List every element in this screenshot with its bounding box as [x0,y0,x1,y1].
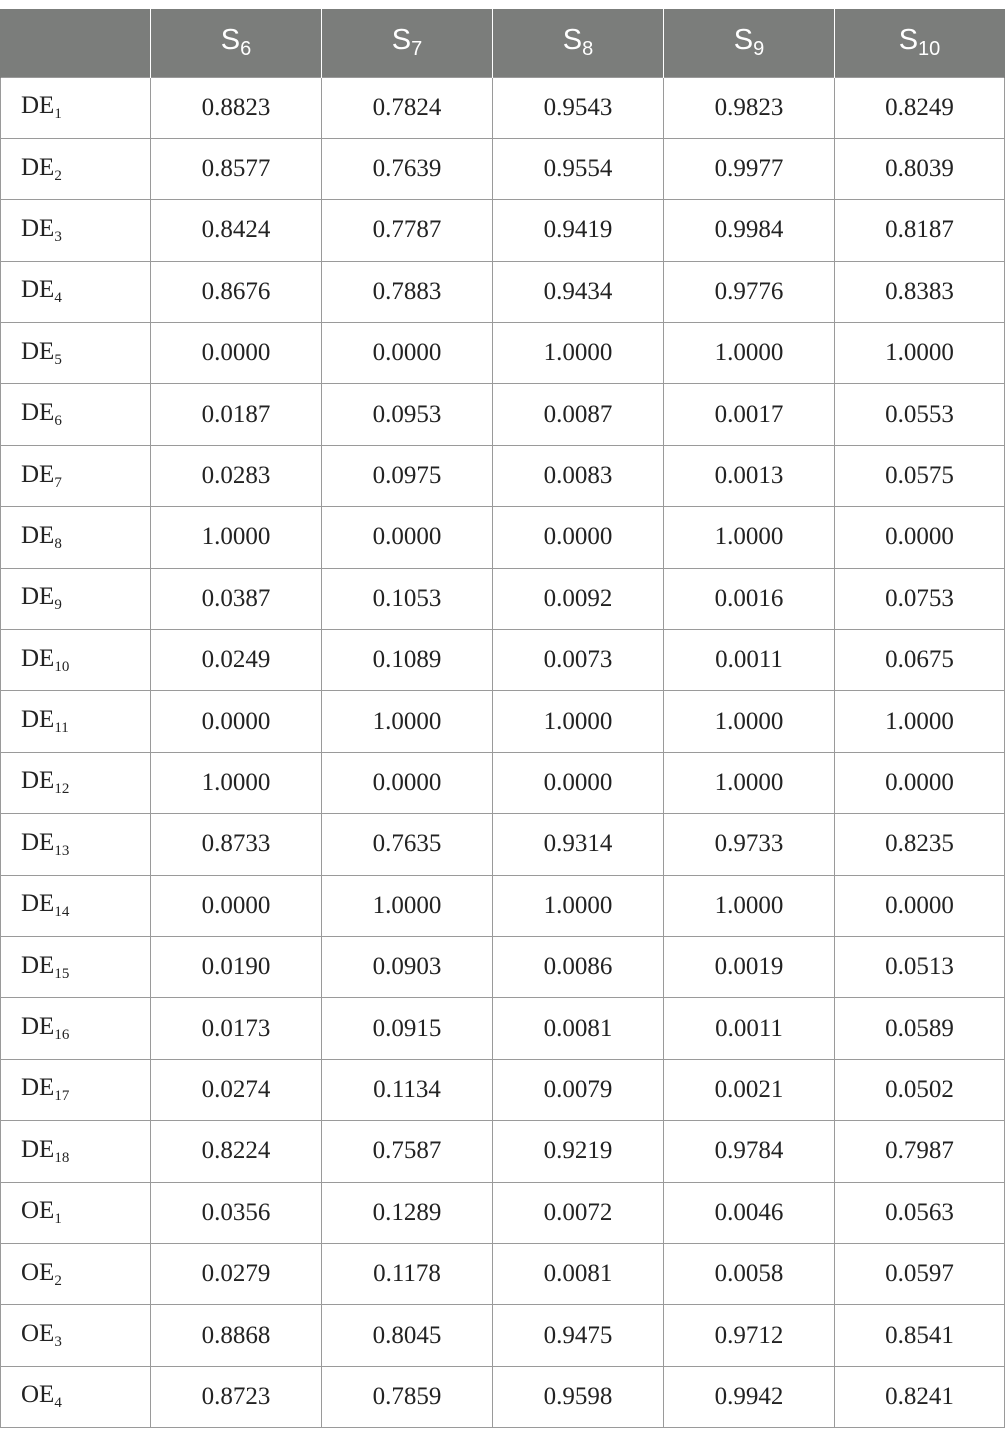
value-cell: 1.0000 [322,875,493,936]
value-cell: 0.8224 [151,1121,322,1182]
value-cell: 0.9733 [664,814,835,875]
value-cell: 0.9712 [664,1305,835,1366]
value-cell: 1.0000 [151,752,322,813]
value-cell: 0.0502 [835,1059,1005,1120]
header-cell-corner [1,9,151,77]
value-cell: 0.8723 [151,1366,322,1427]
row-label-cell: $DE_9$ [1,568,151,629]
value-cell: 0.1178 [322,1243,493,1304]
value-cell: 0.8045 [322,1305,493,1366]
value-cell: 0.0072 [493,1182,664,1243]
table-row [1,691,1005,752]
value-cell: 0.8577 [151,138,322,199]
value-cell: 0.0356 [151,1182,322,1243]
table-row [1,445,1005,506]
value-cell: 0.0016 [664,568,835,629]
value-cell: 0.9977 [664,138,835,199]
value-cell: 0.0675 [835,630,1005,691]
table-row [1,384,1005,445]
value-cell: 0.0011 [664,998,835,1059]
header-cell-s7: $S_7$ [322,9,493,77]
value-cell: 0.7824 [322,77,493,138]
value-cell: 0.9784 [664,1121,835,1182]
header-cell-s10: $S_{10}$ [835,9,1005,77]
row-label-cell: $DE_6$ [1,384,151,445]
value-cell: 0.8541 [835,1305,1005,1366]
table-row [1,1182,1005,1243]
value-cell: 0.0017 [664,384,835,445]
row-label-cell: $DE_1$ [1,77,151,138]
value-cell: 0.8187 [835,200,1005,261]
value-cell: 0.0589 [835,998,1005,1059]
value-cell: 0.8235 [835,814,1005,875]
value-cell: 0.9314 [493,814,664,875]
table-row [1,568,1005,629]
data-table [0,9,1005,1428]
value-cell: 0.9543 [493,77,664,138]
value-cell: 1.0000 [664,691,835,752]
value-cell: 0.9219 [493,1121,664,1182]
value-cell: 0.7987 [835,1121,1005,1182]
value-cell: 0.0563 [835,1182,1005,1243]
value-cell: 0.0387 [151,568,322,629]
value-cell: 1.0000 [835,691,1005,752]
row-label-cell: $DE_{10}$ [1,630,151,691]
row-label-cell: $OE_1$ [1,1182,151,1243]
table-header [1,9,1005,77]
value-cell: 0.8241 [835,1366,1005,1427]
value-cell: 0.1053 [322,568,493,629]
value-cell: 0.8823 [151,77,322,138]
value-cell: 0.9554 [493,138,664,199]
row-label-cell: $DE_7$ [1,445,151,506]
header-cell-s8: $S_8$ [493,9,664,77]
table-row [1,261,1005,322]
value-cell: 0.9942 [664,1366,835,1427]
row-label-cell: $DE_{18}$ [1,1121,151,1182]
value-cell: 0.9776 [664,261,835,322]
value-cell: 0.9823 [664,77,835,138]
value-cell: 0.0173 [151,998,322,1059]
value-cell: 0.0087 [493,384,664,445]
value-cell: 0.0274 [151,1059,322,1120]
table-row [1,630,1005,691]
value-cell: 0.0073 [493,630,664,691]
row-label-cell: $DE_{14}$ [1,875,151,936]
value-cell: 0.0000 [493,507,664,568]
value-cell: 0.0000 [835,752,1005,813]
value-cell: 0.9475 [493,1305,664,1366]
value-cell: 1.0000 [493,875,664,936]
row-label-cell: $OE_4$ [1,1366,151,1427]
value-cell: 0.0083 [493,445,664,506]
row-label-cell: $DE_{13}$ [1,814,151,875]
table-row [1,875,1005,936]
row-label-cell: $DE_8$ [1,507,151,568]
value-cell: 0.7635 [322,814,493,875]
value-cell: 0.8424 [151,200,322,261]
value-cell: 0.0019 [664,936,835,997]
value-cell: 0.0000 [493,752,664,813]
value-cell: 0.0190 [151,936,322,997]
value-cell: 0.8383 [835,261,1005,322]
table-row [1,200,1005,261]
value-cell: 0.0011 [664,630,835,691]
header-cell-s6: $S_6$ [151,9,322,77]
value-cell: 0.9598 [493,1366,664,1427]
table-row [1,1366,1005,1427]
value-cell: 0.7859 [322,1366,493,1427]
table-row [1,1121,1005,1182]
table-row [1,998,1005,1059]
row-label-cell: $OE_3$ [1,1305,151,1366]
value-cell: 0.8039 [835,138,1005,199]
value-cell: 0.0915 [322,998,493,1059]
table-row [1,323,1005,384]
value-cell: 1.0000 [835,323,1005,384]
table-row [1,1305,1005,1366]
row-label-cell: $DE_{17}$ [1,1059,151,1120]
value-cell: 0.9984 [664,200,835,261]
value-cell: 1.0000 [493,323,664,384]
value-cell: 1.0000 [664,323,835,384]
value-cell: 0.0279 [151,1243,322,1304]
table-row [1,1243,1005,1304]
value-cell: 0.0000 [835,875,1005,936]
table-row [1,507,1005,568]
table-row [1,1059,1005,1120]
value-cell: 0.0000 [151,875,322,936]
value-cell: 0.0046 [664,1182,835,1243]
row-label-cell: $OE_2$ [1,1243,151,1304]
value-cell: 1.0000 [493,691,664,752]
value-cell: 0.0021 [664,1059,835,1120]
row-label-cell: $DE_3$ [1,200,151,261]
table-row [1,936,1005,997]
value-cell: 0.7883 [322,261,493,322]
value-cell: 0.0000 [835,507,1005,568]
value-cell: 0.0000 [151,323,322,384]
value-cell: 0.0575 [835,445,1005,506]
value-cell: 0.0283 [151,445,322,506]
value-cell: 0.9419 [493,200,664,261]
value-cell: 0.0013 [664,445,835,506]
value-cell: 0.8676 [151,261,322,322]
value-cell: 0.0000 [322,752,493,813]
table-row [1,138,1005,199]
value-cell: 0.7587 [322,1121,493,1182]
value-cell: 1.0000 [664,507,835,568]
value-cell: 0.1134 [322,1059,493,1120]
row-label-cell: $DE_4$ [1,261,151,322]
value-cell: 1.0000 [151,507,322,568]
value-cell: 0.0092 [493,568,664,629]
value-cell: 0.0000 [151,691,322,752]
value-cell: 0.8733 [151,814,322,875]
table-body [1,77,1005,1428]
value-cell: 0.0553 [835,384,1005,445]
value-cell: 0.0903 [322,936,493,997]
value-cell: 0.0086 [493,936,664,997]
value-cell: 1.0000 [664,875,835,936]
row-label-cell: $DE_{15}$ [1,936,151,997]
value-cell: 0.0249 [151,630,322,691]
table-row [1,752,1005,813]
row-label-cell: $DE_5$ [1,323,151,384]
value-cell: 0.7787 [322,200,493,261]
value-cell: 1.0000 [664,752,835,813]
value-cell: 0.0187 [151,384,322,445]
row-label-cell: $DE_{11}$ [1,691,151,752]
value-cell: 0.8868 [151,1305,322,1366]
value-cell: 0.0953 [322,384,493,445]
value-cell: 0.0081 [493,998,664,1059]
row-label-cell: $DE_2$ [1,138,151,199]
value-cell: 0.0513 [835,936,1005,997]
value-cell: 0.0081 [493,1243,664,1304]
row-label-cell: $DE_{12}$ [1,752,151,813]
value-cell: 0.0000 [322,507,493,568]
header-row [1,9,1005,77]
value-cell: 0.1089 [322,630,493,691]
value-cell: 0.8249 [835,77,1005,138]
table-row [1,814,1005,875]
row-label-cell: $DE_{16}$ [1,998,151,1059]
value-cell: 0.9434 [493,261,664,322]
value-cell: 0.0058 [664,1243,835,1304]
value-cell: 0.0079 [493,1059,664,1120]
table-row [1,77,1005,138]
value-cell: 0.0975 [322,445,493,506]
value-cell: 0.0753 [835,568,1005,629]
value-cell: 0.0597 [835,1243,1005,1304]
value-cell: 0.1289 [322,1182,493,1243]
value-cell: 0.0000 [322,323,493,384]
value-cell: 0.7639 [322,138,493,199]
value-cell: 1.0000 [322,691,493,752]
header-cell-s9: $S_9$ [664,9,835,77]
